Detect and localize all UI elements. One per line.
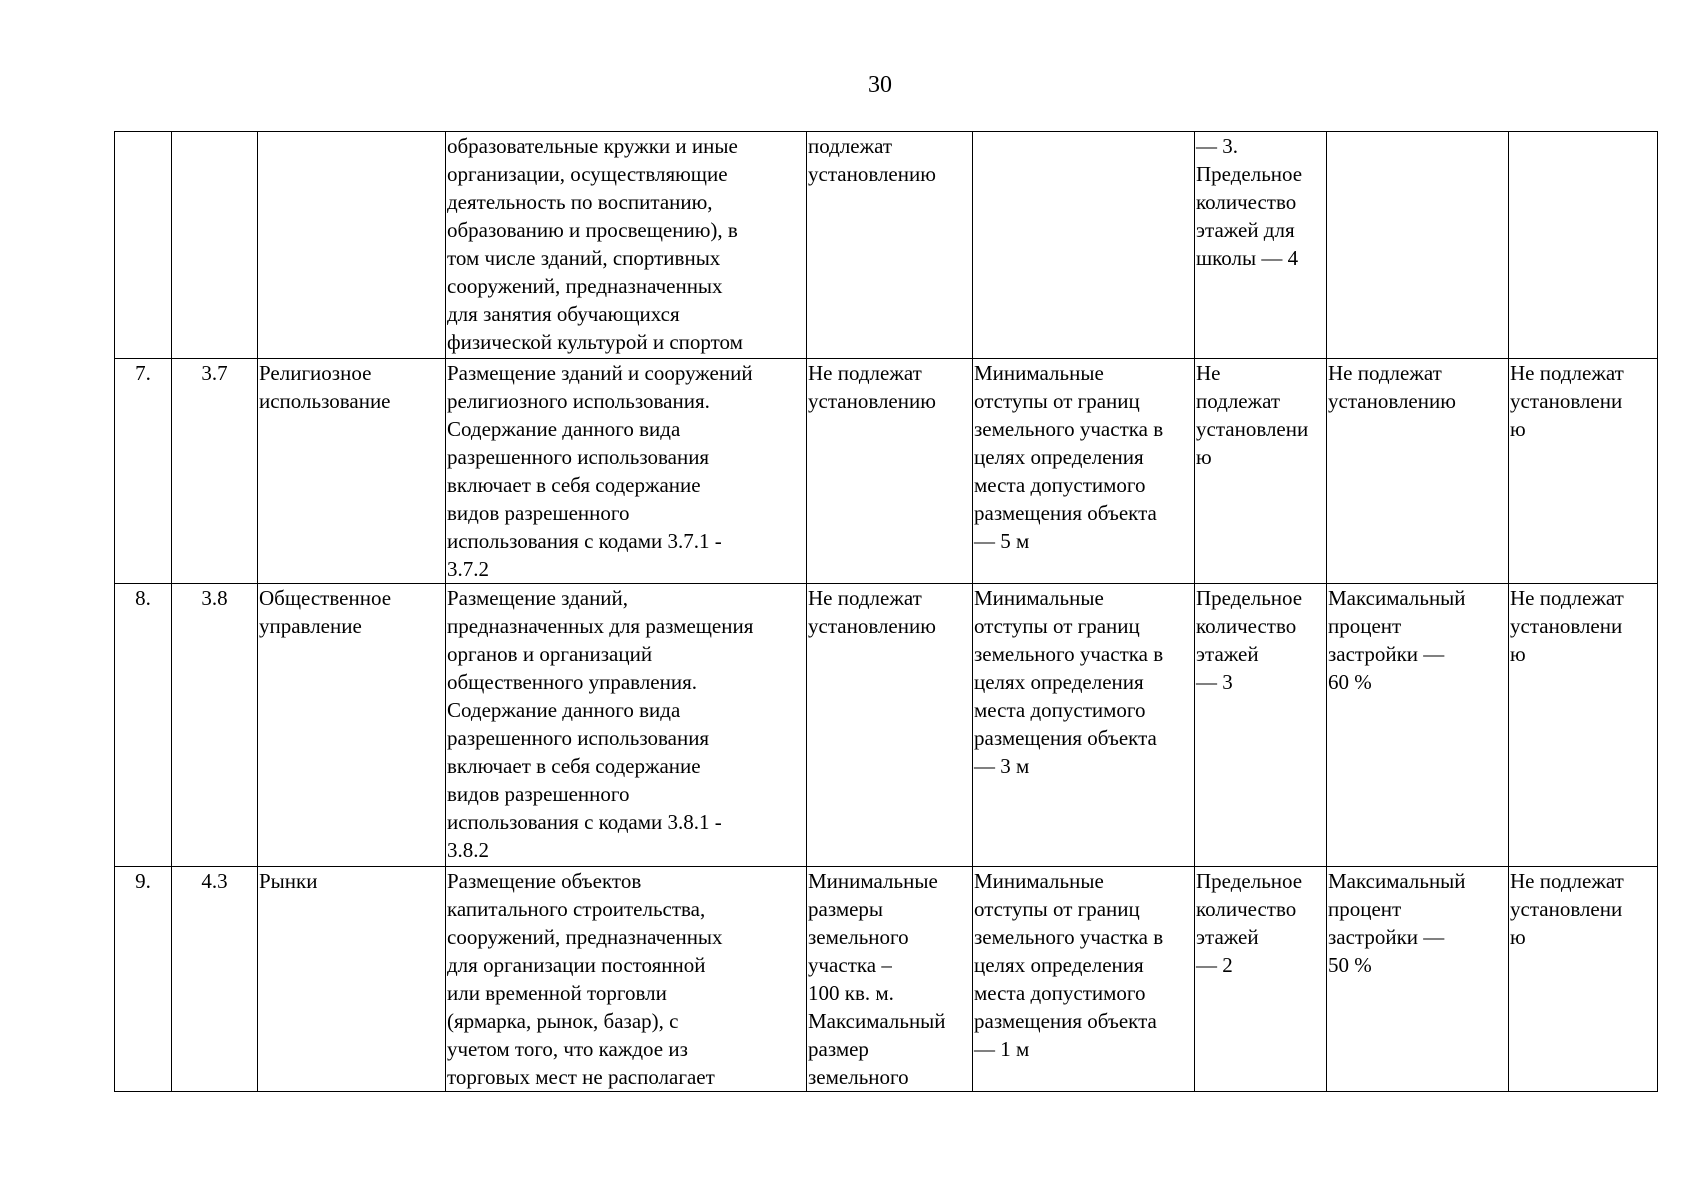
use-name-cell: Религиозное использование (258, 359, 446, 584)
table-row (115, 584, 1658, 867)
coverage-cell: Максимальный процент застройки — 60 % (1327, 584, 1509, 867)
use-name-cell: Общественное управление (258, 584, 446, 867)
plot-size-cell: подлежат установлению (807, 132, 973, 359)
use-name-cell: Рынки (258, 867, 446, 1092)
use-name-cell (258, 132, 446, 359)
table-row (115, 867, 1658, 1092)
row-number-cell: 8. (115, 584, 172, 867)
setbacks-cell: Минимальные отступы от границ земельного участка в целях определения места допустимого размещения объекта — 5 м (973, 359, 1195, 584)
plot-size-cell: Минимальные размеры земельного участка – 100 кв. м. Максимальный размер земельного (807, 867, 973, 1092)
table-row (115, 132, 1658, 359)
description-cell: Размещение зданий и сооружений религиозного использования. Содержание данного вида разрешенного использования включает в себя содержание видов разрешенного использования с кодами 3.7.1 - 3.7.2 (446, 359, 807, 584)
floors-cell: Не подлежат установлени ю (1195, 359, 1327, 584)
row-number-cell: 7. (115, 359, 172, 584)
use-code-cell: 4.3 (172, 867, 258, 1092)
coverage-cell (1327, 132, 1509, 359)
description-cell: Размещение объектов капитального строительства, сооружений, предназначенных для организации постоянной или временной торговли (ярмарка, рынок, базар), с учетом того, что каждое из торговых мест не располагает (446, 867, 807, 1092)
use-code-cell (172, 132, 258, 359)
floors-cell: Предельное количество этажей — 3 (1195, 584, 1327, 867)
coverage-cell: Максимальный процент застройки — 50 % (1327, 867, 1509, 1092)
setbacks-cell: Минимальные отступы от границ земельного участка в целях определения места допустимого размещения объекта — 3 м (973, 584, 1195, 867)
other-params-cell: Не подлежат установлени ю (1509, 867, 1658, 1092)
setbacks-cell: Минимальные отступы от границ земельного участка в целях определения места допустимого размещения объекта — 1 м (973, 867, 1195, 1092)
use-code-cell: 3.8 (172, 584, 258, 867)
use-code-cell: 3.7 (172, 359, 258, 584)
floors-cell: Предельное количество этажей — 2 (1195, 867, 1327, 1092)
other-params-cell (1509, 132, 1658, 359)
zoning-table (114, 131, 1658, 1092)
row-number-cell (115, 132, 172, 359)
floors-cell: — 3. Предельное количество этажей для школы — 4 (1195, 132, 1327, 359)
coverage-cell: Не подлежат установлению (1327, 359, 1509, 584)
page-number: 30 (868, 72, 892, 98)
setbacks-cell (973, 132, 1195, 359)
other-params-cell: Не подлежат установлени ю (1509, 584, 1658, 867)
plot-size-cell: Не подлежат установлению (807, 359, 973, 584)
plot-size-cell: Не подлежат установлению (807, 584, 973, 867)
row-number-cell: 9. (115, 867, 172, 1092)
table-row (115, 359, 1658, 584)
description-cell: Размещение зданий, предназначенных для размещения органов и организаций общественного управления. Содержание данного вида разрешенного использования включает в себя содержание видов разрешенного использования с кодами 3.8.1 - 3.8.2 (446, 584, 807, 867)
other-params-cell: Не подлежат установлени ю (1509, 359, 1658, 584)
description-cell: образовательные кружки и иные организации, осуществляющие деятельность по воспитанию, образованию и просвещению), в том числе зданий, спортивных сооружений, предназначенных для занятия обучающихся физической культурой и спортом (446, 132, 807, 359)
